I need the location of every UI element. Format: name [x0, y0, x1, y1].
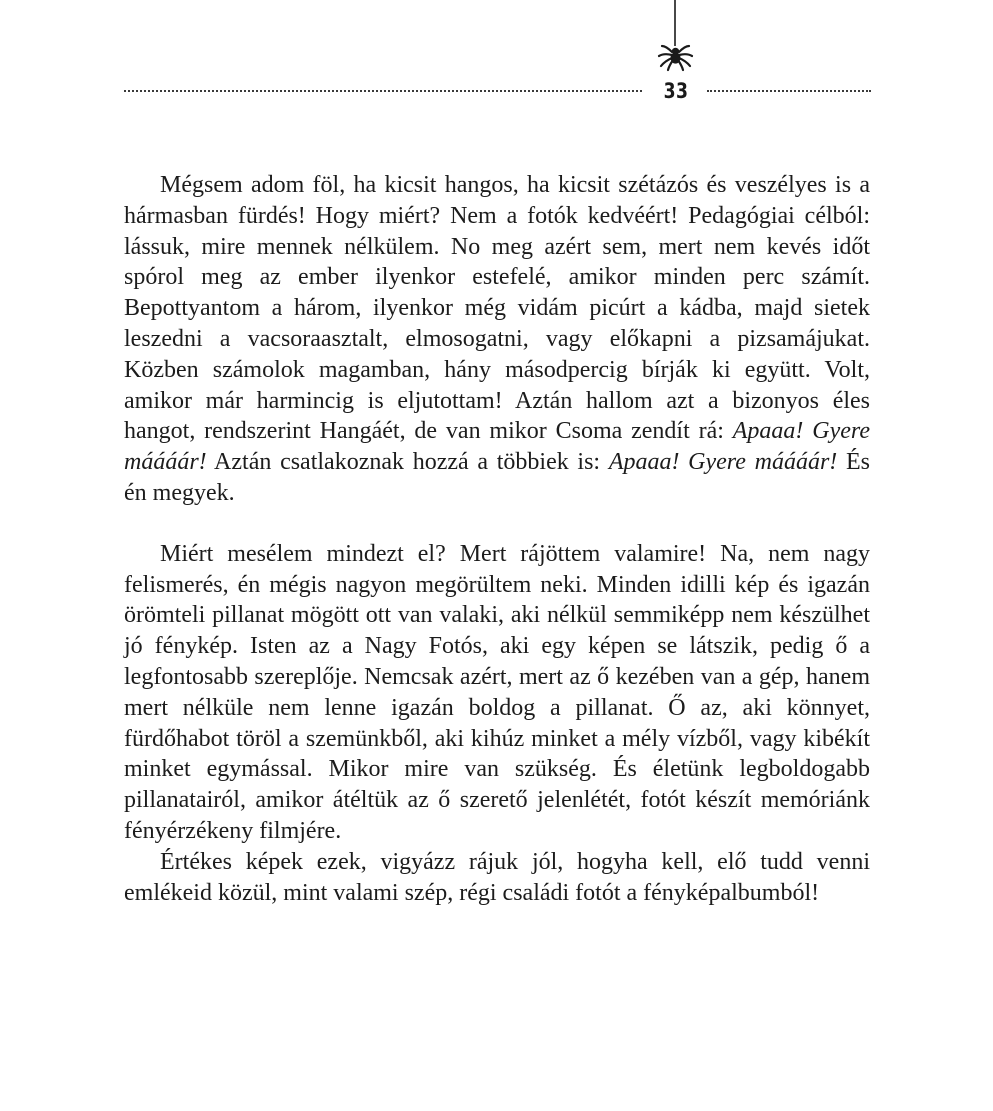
text-segment: Miért mesélem mindezt el? Mert rájöttem valamire! Na, nem nagy felismerés, én mégis nagyon megörültem neki. Minden idilli kép és igazán örömteli pillanat mögött ott van valaki, aki nélkül semmiképp nem készülhet jó fénykép. Isten az a Nagy Fotós, aki egy képen se látszik, pedig ő a legfontosabb szereplője. Nemcsak azért, mert az ő kezében van a gép, hanem mert nélküle nem lenne igazán boldog a pillanat. Ő az, aki könnyet, fürdőhabot töröl a szemünkből, aki kihúz minket a mély vízből, vagy kibékít minket egymással. Mikor mire van szükség. És életünk legboldogabb pillanatairól, amikor átéltük az ő szerető jelenlétét, fotót készít memóriánk fényérzékeny filmjére.: [124, 540, 870, 844]
italic-quote: Apaaa! Gyere máááár!: [124, 418, 871, 476]
italic-quote: Apaaa! Gyere máááár!: [608, 449, 838, 476]
paragraph: [124, 170, 870, 509]
dotted-rule-right: [707, 90, 871, 92]
text-segment: Értékes képek ezek, vigyázz rájuk jól, hogyha kell, elő tudd venni emlékeid közül, mint valami szép, régi családi fotót a fényképalbumból!: [124, 848, 870, 906]
text-segment: És én megyek.: [124, 449, 870, 506]
paragraph: [124, 847, 870, 909]
spider-icon: [654, 0, 698, 72]
page-number: 33: [663, 79, 689, 103]
text-segment: Mégsem adom föl, ha kicsit hangos, ha kicsit szétázós és veszélyes is a hármasban fürdés! Hogy miért? Nem a fotók kedvéért! Pedagógiai célból: lássuk, mire mennek nélkülem. No meg azért sem, mert nem kevés időt spórol meg az ember ilyenkor estefelé, amikor minden perc számít. Bepottyantom a három, ilyenkor még vidám picúrt a kádba, majd sietek leszedni a vacsoraasztalt, elmosogatni, vagy előkapni a pizsamájukat. Közben számolok magamban, hány másodpercig bírják ki együtt. Volt, amikor már harmincig is eljutottam! Aztán hallom azt a bizonyos éles hangot, rendszerint Hangáét, de van mikor Csoma zendít rá:: [124, 172, 870, 445]
text-segment: Aztán csatlakoznak hozzá a többiek is:: [206, 449, 609, 476]
paragraph: [124, 539, 870, 847]
dotted-rule-left: [124, 90, 642, 92]
body-text: [124, 170, 870, 908]
page-header: [0, 0, 993, 110]
